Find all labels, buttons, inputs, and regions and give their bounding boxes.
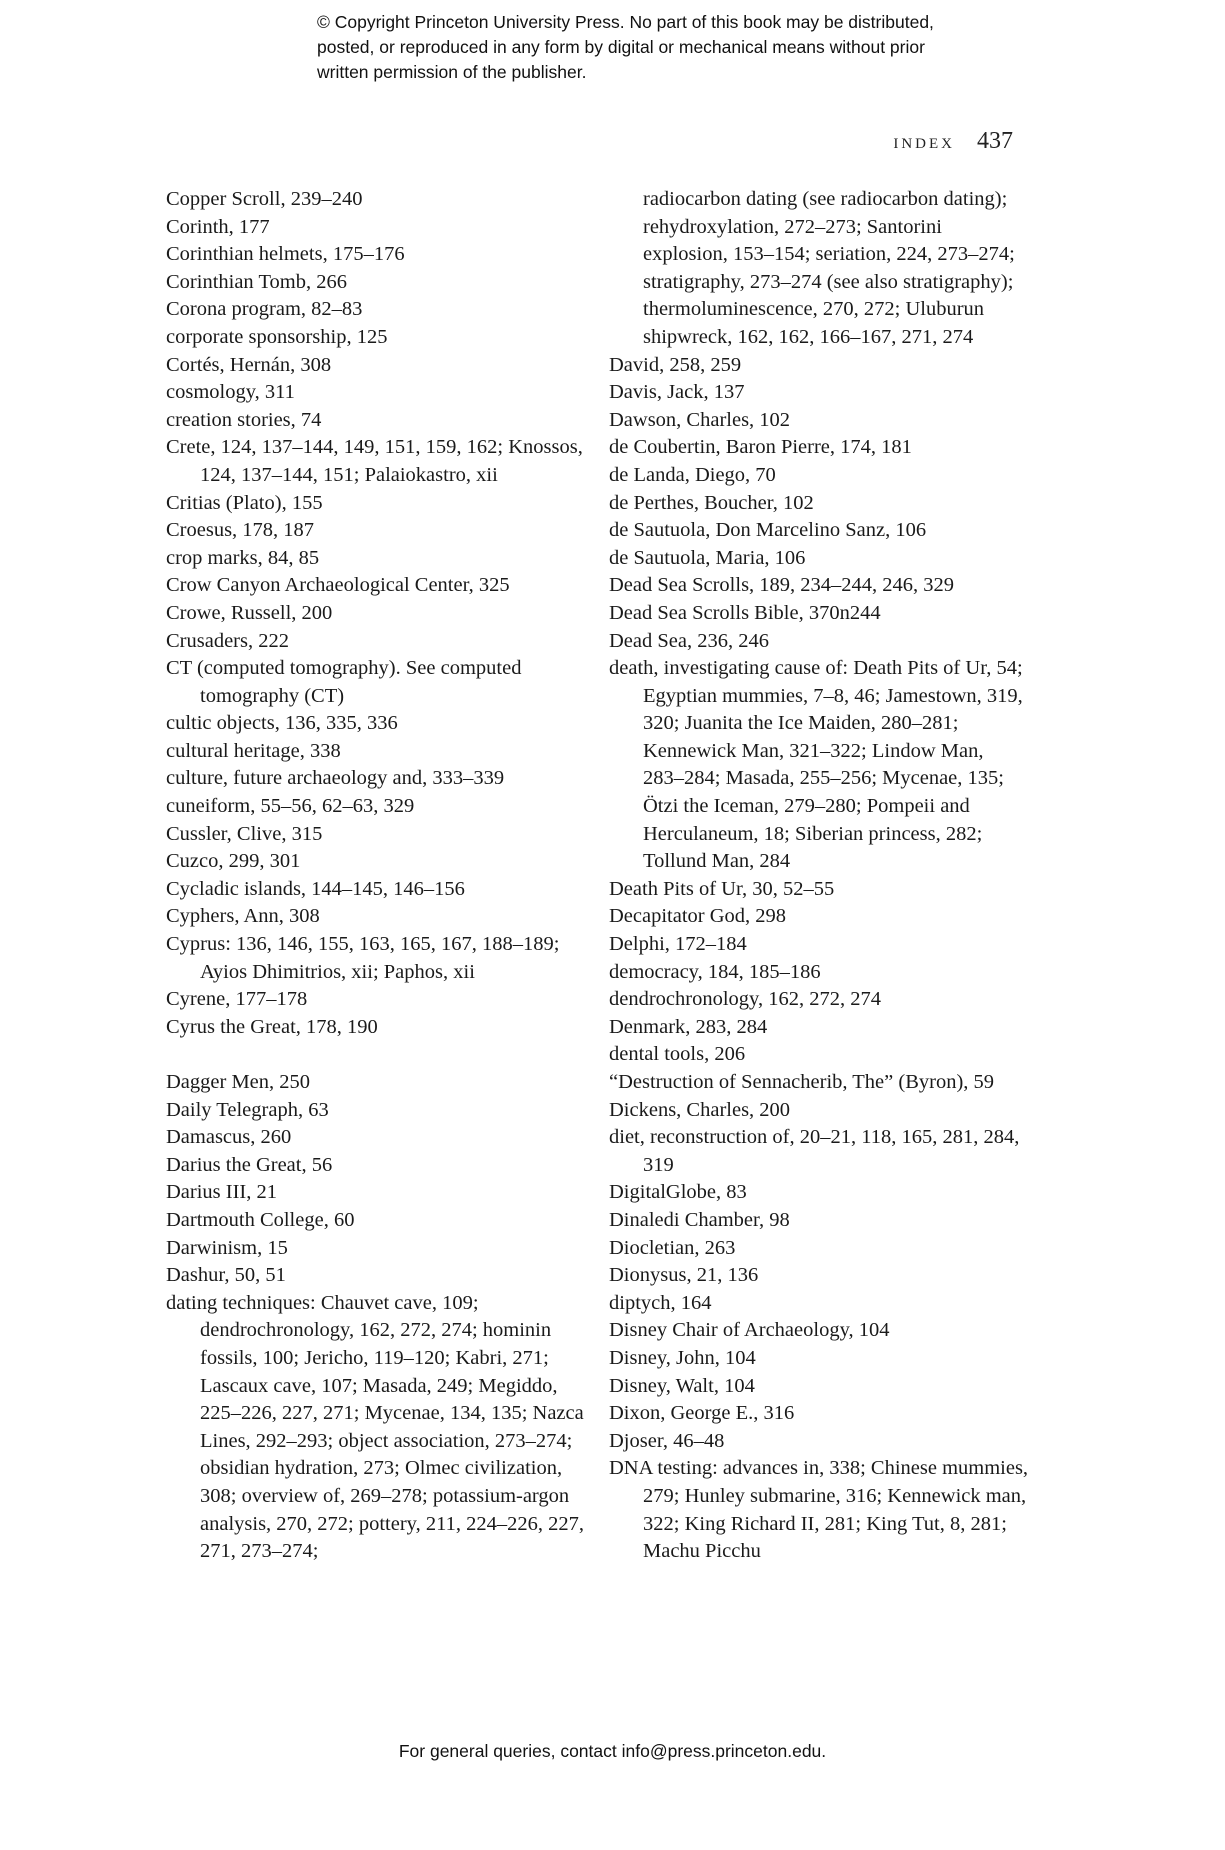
index-entry: Dionysus, 21, 136 [609,1264,759,1287]
index-entry: Disney, Walt, 104 [609,1374,755,1397]
index-entry: Crowe, Russell, 200 [166,601,333,624]
footer-contact: For general queries, contact info@press.princeton.edu. [398,1741,827,1761]
index-entry: DNA testing: advances in, 338; Chinese mummies, 279; Hunley submarine, 316; Kennewick man, 322; King Richard II, 281; King Tut, 8, 281; Machu Picchu [609,1457,1029,1563]
index-entry: Dagger Men, 250 [166,1071,311,1093]
index-entry: de Coubertin, Baron Pierre, 174, 181 [609,436,912,459]
index-entry: Darius III, 21 [166,1181,278,1204]
index-entry: Croesus, 178, 187 [166,519,315,542]
index-entry: Dixon, George E., 316 [609,1402,795,1425]
index-entry: cosmology, 311 [166,381,295,404]
index-entry: Cyprus: 136, 146, 155, 163, 165, 167, 188–189; Ayios Dhimitrios, xii; Paphos, xii [166,933,560,983]
index-entry-continued: radiocarbon dating (see radiocarbon dating); rehydroxylation, 272–273; Santorini explosion, 153–154; seriation, 224, 273–274; stratigraphy, 273–274 (see also stratigraphy); thermoluminescence, 270, 272; Uluburun shipwreck, 162, 162, 166–167, 271, 274 [643,188,1015,348]
running-head [893,128,1013,155]
index-entry: Denmark, 283, 284 [609,1015,768,1038]
index-entry: Cuzco, 299, 301 [166,850,301,873]
index-entry: Daily Telegraph, 63 [166,1098,329,1121]
index-entry: dental tools, 206 [609,1043,746,1066]
index-entry: cuneiform, 55–56, 62–63, 329 [166,795,415,818]
index-entry: “Destruction of Sennacherib, The” (Byron), 59 [609,1071,995,1093]
index-entry: Cyrene, 177–178 [166,988,308,1011]
index-entry: Dickens, Charles, 200 [609,1098,791,1121]
index-column-right [609,186,1029,1566]
index-entry: CT (computed tomography). See computed tomography (CT) [166,657,522,707]
index-entry: Djoser, 46–48 [609,1429,725,1452]
index-entry: DigitalGlobe, 83 [609,1181,747,1204]
index-entry: Diocletian, 263 [609,1236,736,1259]
index-entry: Cyrus the Great, 178, 190 [166,1015,378,1038]
index-entry: corporate sponsorship, 125 [166,325,388,348]
index-entry: de Sautuola, Maria, 106 [609,546,806,569]
index-entry: Dead Sea, 236, 246 [609,629,769,652]
index-entry: de Landa, Diego, 70 [609,463,776,486]
index-entry: dating techniques: Chauvet cave, 109; dendrochronology, 162, 272, 274; hominin fossils, 100; Jericho, 119–120; Kabri, 271; Lascaux cave, 107; Masada, 249; Megiddo, 225–226, 227, 271; Mycenae, 134, 135; Nazca Lines, 292–293; object association, 273–274; obsidian hydration, 273; Olmec civilization, 308; overview of, 269–278; potassium-argon analysis, 270, 272; pottery, 211, 224–226, 227, 271, 273–274; [166,1291,584,1563]
index-entry: Disney, John, 104 [609,1346,756,1369]
index-entry: death, investigating cause of: Death Pits of Ur, 54; Egyptian mummies, 7–8, 46; Jamestown, 319, 320; Juanita the Ice Maiden, 280–281; Kennewick Man, 321–322; Lindow Man, 283–284; Masada, 255–256; Mycenae, 135; Ötzi the Iceman, 279–280; Pompeii and Herculaneum, 18; Siberian princess, 282; Tollund Man, 284 [609,657,1023,873]
index-entry: Cycladic islands, 144–145, 146–156 [166,877,465,900]
index-entry: Delphi, 172–184 [609,933,747,956]
page-number: 437 [977,128,1013,154]
index-entry: Critias (Plato), 155 [166,491,323,514]
index-entry: diet, reconstruction of, 20–21, 118, 165, 281, 284, 319 [609,1126,1020,1176]
running-head-label: INDEX [893,136,955,152]
index-entry: Darwinism, 15 [166,1236,288,1259]
index-entry: Disney Chair of Archaeology, 104 [609,1319,890,1342]
index-entry: creation stories, 74 [166,408,322,431]
index-entry: dendrochronology, 162, 272, 274 [609,988,881,1011]
index-entry: Corinth, 177 [166,215,270,238]
copyright-notice: © Copyright Princeton University Press. No part of this book may be distributed, posted, or reproduced in any form by digital or mechanical means without prior written permission of the publisher. [317,12,934,82]
index-entry: David, 258, 259 [609,353,742,376]
index-entry: Dead Sea Scrolls, 189, 234–244, 246, 329 [609,574,955,597]
index-entry: Dartmouth College, 60 [166,1208,355,1231]
index-entry: crop marks, 84, 85 [166,546,320,569]
index-entry: Dinaledi Chamber, 98 [609,1208,790,1231]
index-entry: Dawson, Charles, 102 [609,408,791,431]
index-entry: democracy, 184, 185–186 [609,960,821,983]
index-entry: cultural heritage, 338 [166,739,341,762]
index-entry: de Sautuola, Don Marcelino Sanz, 106 [609,519,927,542]
index-entry: Crow Canyon Archaeological Center, 325 [166,574,510,597]
index-entry: cultic objects, 136, 335, 336 [166,712,398,735]
index-entry: Death Pits of Ur, 30, 52–55 [609,877,835,900]
index-entry: de Perthes, Boucher, 102 [609,491,814,514]
index-entry: Copper Scroll, 239–240 [166,188,363,210]
index-entry: Dead Sea Scrolls Bible, 370n244 [609,601,881,624]
index-entry: culture, future archaeology and, 333–339 [166,767,505,790]
index-entry: Corona program, 82–83 [166,298,363,321]
index-entry: Corinthian helmets, 175–176 [166,243,405,266]
index-entry: Cortés, Hernán, 308 [166,353,332,376]
index-entry: Crete, 124, 137–144, 149, 151, 159, 162; Knossos, 124, 137–144, 151; Palaiokastro, xii [166,436,583,486]
index-entry: Dashur, 50, 51 [166,1264,286,1287]
index-entry: Davis, Jack, 137 [609,381,745,404]
index-entry: diptych, 164 [609,1291,712,1314]
index-entry: Damascus, 260 [166,1126,292,1149]
index-entry: Darius the Great, 56 [166,1153,333,1176]
index-entry: Crusaders, 222 [166,629,289,652]
index-entry: Decapitator God, 298 [609,905,787,928]
index-entry: Cyphers, Ann, 308 [166,905,320,928]
index-column-left [166,186,586,1566]
index-entry: Corinthian Tomb, 266 [166,270,347,293]
index-entry: Cussler, Clive, 315 [166,822,323,845]
